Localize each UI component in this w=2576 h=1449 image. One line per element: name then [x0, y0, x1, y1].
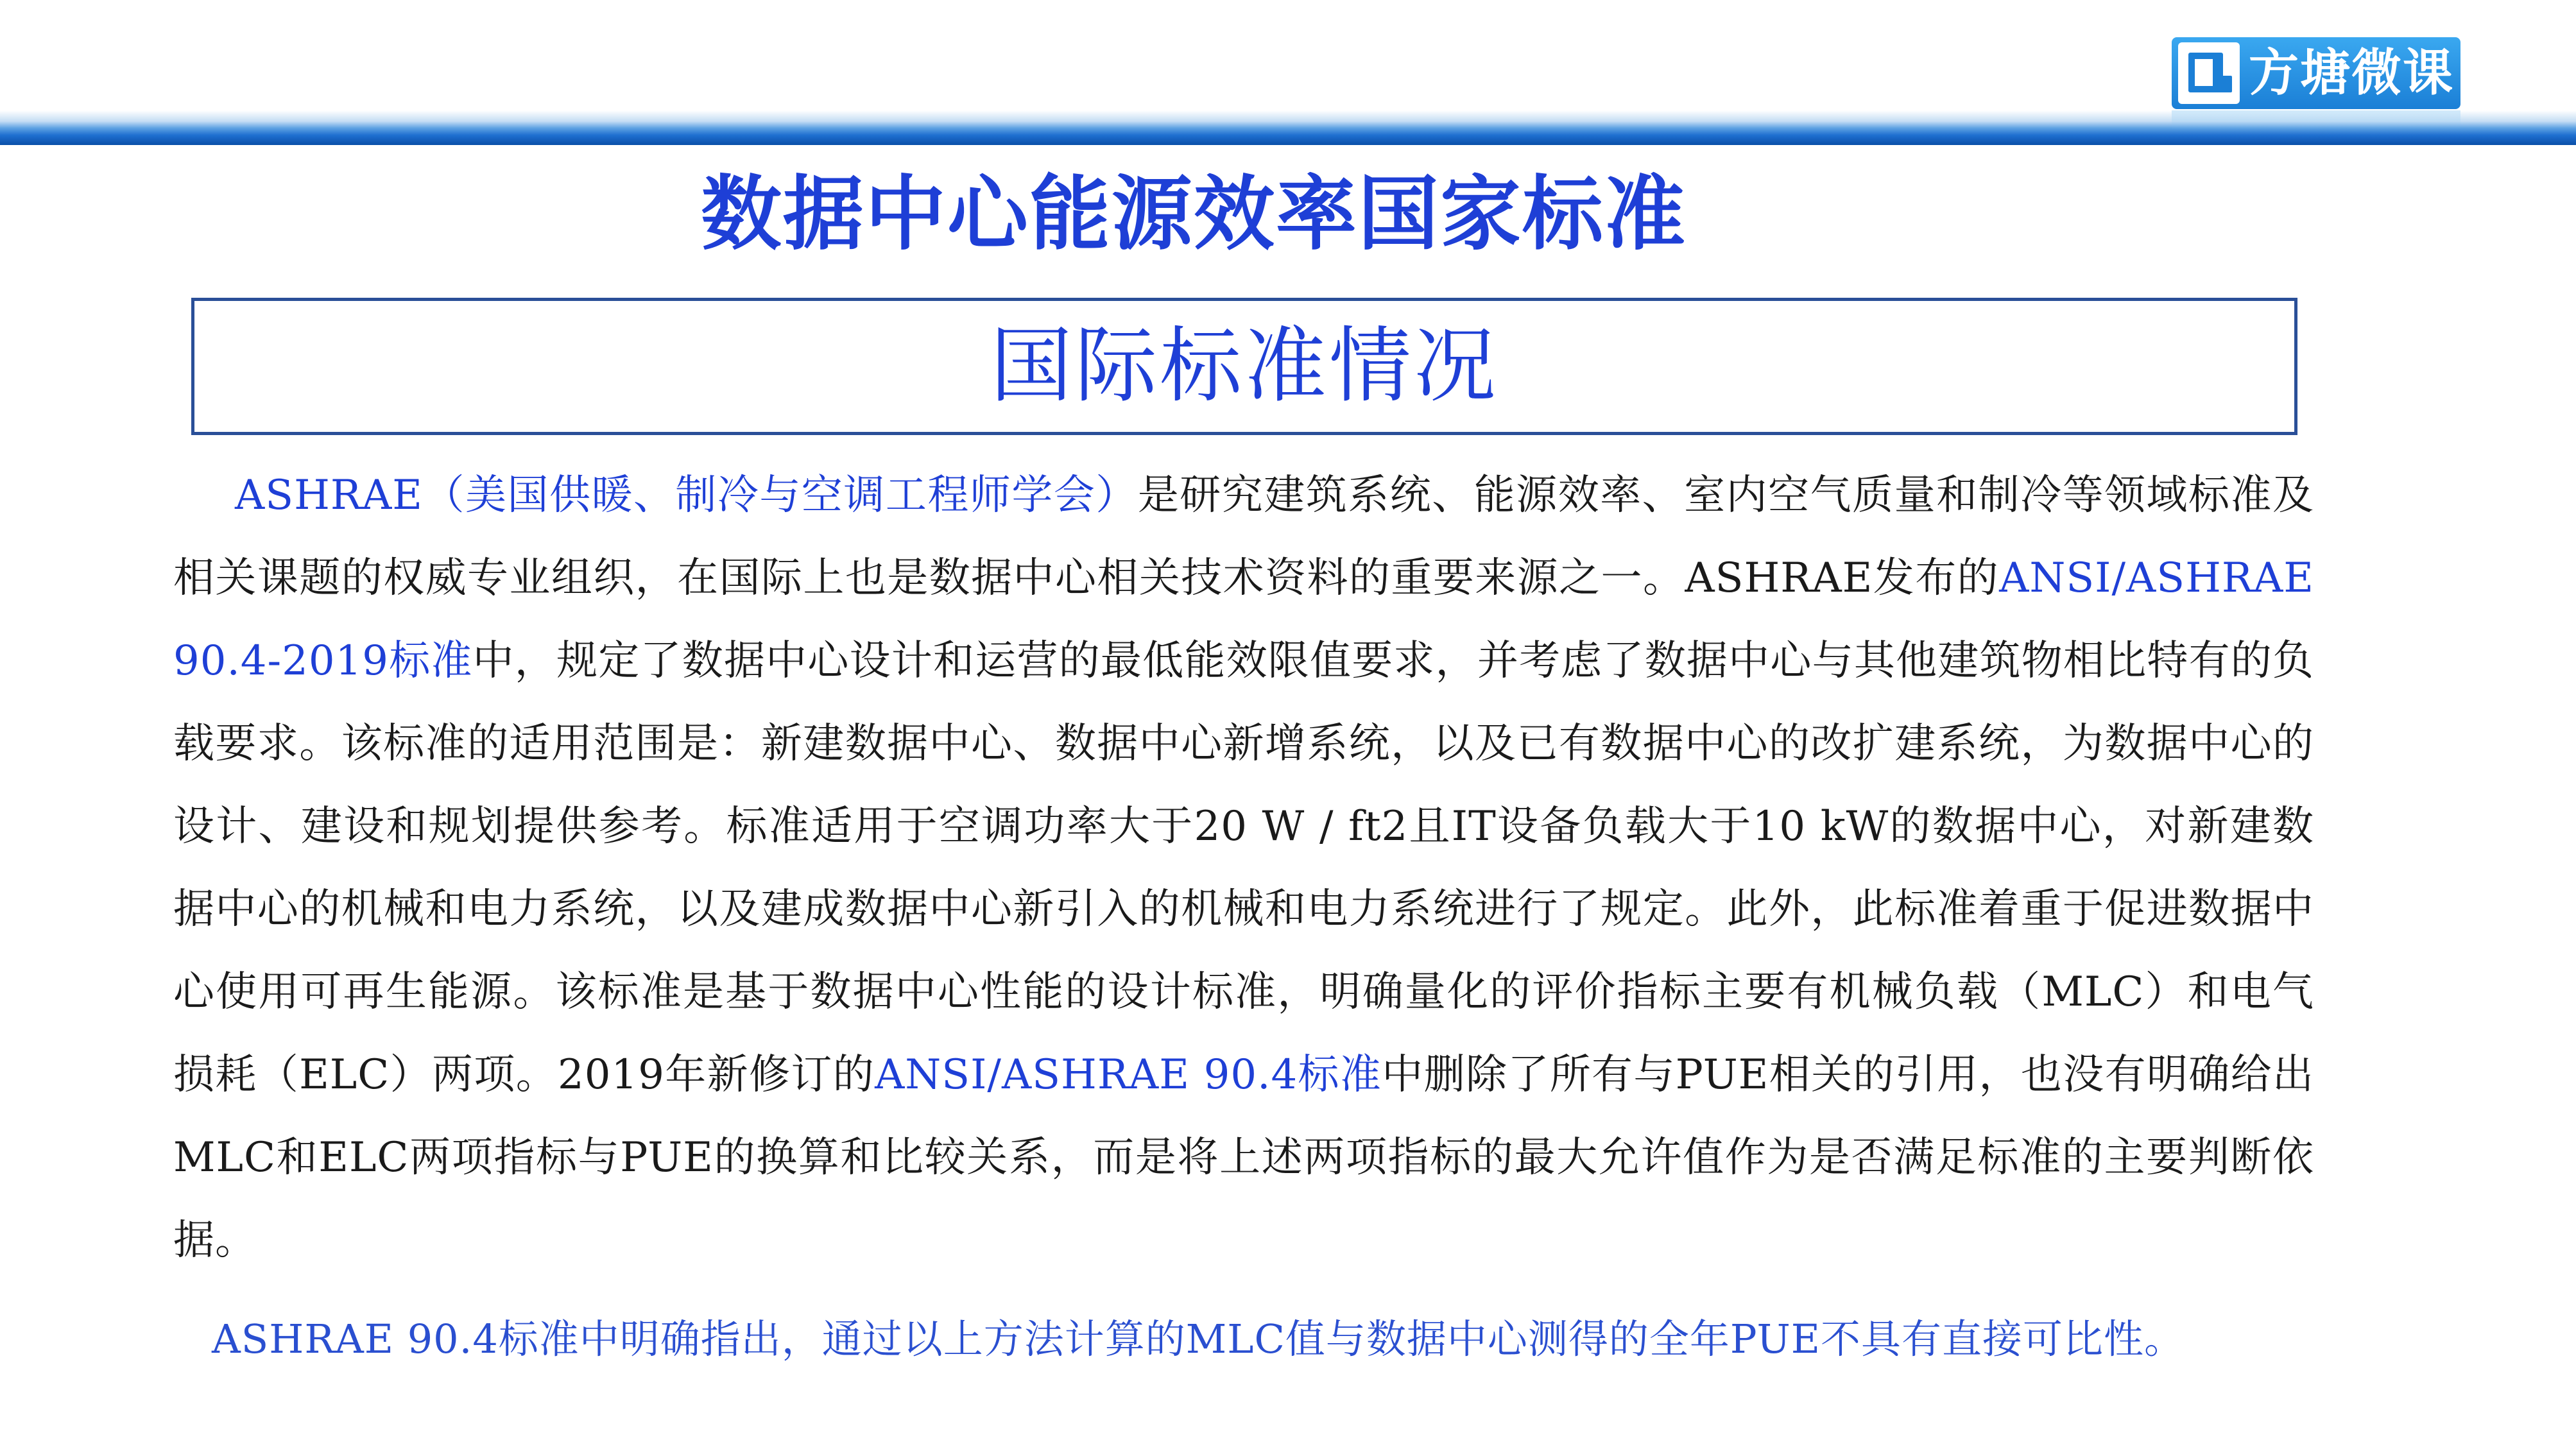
body-text-segment: 中，规定了数据中心设计和运营的最低能效限值要求，并考虑了数据中心与其他建筑物相比特有的负载要求。该标准的适用范围是：新建数据中心、数据中心新增系统，以及已有数据中心的改扩建系统，为数据中心的设计、建设和规划提供参考。标准适用于空调功率大于20 W / ft2且IT设备负载大于10 kW的数据中心，对新建数据中心的机械和电力系统，以及建成数据中心新引入的机械和电力系统进行了规定。此外，此标准着重于促进数据中心使用可再生能源。该标准是基于数据中心性能的设计标准，明确量化的评价指标主要有机械负载（MLC）和电气损耗（ELC）两项。2019年新修订的 [173, 637, 2314, 1099]
brand-logo [2172, 36, 2460, 110]
org-name: ASHRAE（美国供暖、制冷与空调工程师学会） [235, 472, 1138, 519]
logo-text: 方塘微课 [2249, 44, 2455, 102]
body-paragraph [173, 454, 2314, 1282]
slide-title: 数据中心能源效率国家标准 [701, 167, 1687, 261]
body-text [173, 454, 2314, 1282]
logo-badge [2172, 37, 2460, 109]
highlight-note: ASHRAE 90.4标准中明确指出，通过以上方法计算的MLC值与数据中心测得的全年PUE不具有直接可比性。 [212, 1316, 2185, 1362]
body-text-segment: 是研究建筑系统、能源效率、室内空气质量和制冷等领域标准及相关课题的权威专业组织，在国际上也是数据中心相关技术资料的重要来源之一。ASHRAE发布的 [173, 472, 2315, 602]
subtitle-box [191, 298, 2297, 435]
standard-name: ANSI/ASHRAE 90.4标准 [875, 1051, 1382, 1099]
body-text-segment: 中删除了所有与PUE相关的引用，也没有明确给出MLC和ELC两项指标与PUE的换算和比较关系，而是将上述两项指标的最大允许值作为是否满足标准的主要判断依据。 [173, 1051, 2315, 1264]
logo-mark-icon [2178, 42, 2240, 104]
logo-reflection [2172, 110, 2460, 130]
standard-name: ANSI/ASHRAE 90.4-2019标准 [173, 554, 2314, 685]
slide-subtitle: 国际标准情况 [990, 318, 1498, 414]
